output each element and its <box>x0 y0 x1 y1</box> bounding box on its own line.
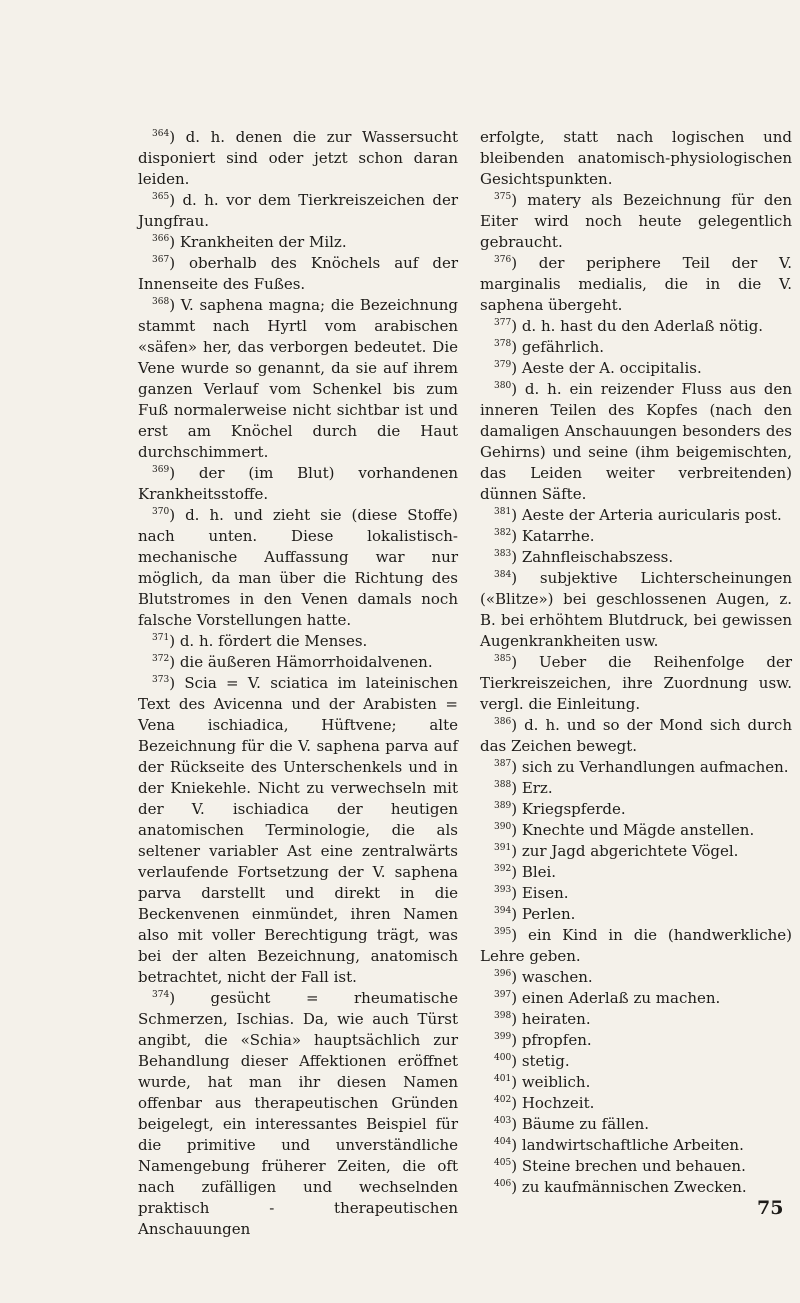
footnote-number: 395 <box>494 927 512 937</box>
footnote <box>480 715 792 757</box>
footnote-text: d. h. und zieht sie (diese Stoffe) nach unten. Diese lokalistisch-mechanische Auffassung war nur möglich, da man über die Richtung des Blutstromes in den Venen damals noch falsche Vorstellungen hatte. <box>138 506 458 629</box>
footnote-paren: ) <box>511 968 522 986</box>
footnote-text: Knechte und Mägde anstellen. <box>521 821 755 839</box>
footnote-number: 381 <box>494 507 512 517</box>
footnote-paren: ) <box>511 317 522 335</box>
footnote-paren: ) <box>169 506 186 524</box>
footnote-number: 370 <box>152 507 170 517</box>
footnote-number: 392 <box>494 864 512 874</box>
footnote-number: 406 <box>494 1179 512 1189</box>
footnote-paren: ) <box>511 926 528 944</box>
footnote-text: weiblich. <box>521 1073 591 1091</box>
footnote <box>138 988 458 1240</box>
footnote-text: zur Jagd abgerichtete Vögel. <box>521 842 739 860</box>
footnote-text: Katarrhe. <box>521 527 595 545</box>
footnote-number: 377 <box>494 318 512 328</box>
footnote <box>480 1009 792 1030</box>
footnote-text: zu kaufmännischen Zwecken. <box>521 1178 747 1196</box>
footnote-number: 369 <box>152 465 170 475</box>
footnote-number: 390 <box>494 822 512 832</box>
footnote-paren: ) <box>511 338 522 356</box>
footnote-paren: ) <box>511 1136 522 1154</box>
footnote-paren: ) <box>511 1052 522 1070</box>
footnote <box>480 1030 792 1051</box>
footnote-text: d. h. hast du den Aderlaß nötig. <box>521 317 764 335</box>
footnote-text: landwirtschaftliche Arbeiten. <box>521 1136 744 1154</box>
footnote-number: 373 <box>152 675 170 685</box>
right-column <box>480 127 792 1198</box>
footnote <box>480 253 792 316</box>
footnote-text: Kriegspferde. <box>521 800 626 818</box>
footnote <box>480 778 792 799</box>
footnote-number: 385 <box>494 654 512 664</box>
footnote <box>480 1114 792 1135</box>
footnote <box>138 253 458 295</box>
footnote-text: d. h. und so der Mond sich durch das Zeichen bewegt. <box>480 716 792 755</box>
footnote-paren: ) <box>511 1031 522 1049</box>
footnote-number: 405 <box>494 1158 512 1168</box>
footnote-number: 404 <box>494 1137 512 1147</box>
footnote-number: 367 <box>152 255 170 265</box>
footnote-number: 384 <box>494 570 512 580</box>
footnote-text: oberhalb des Knöchels auf der Innenseite des Fußes. <box>138 254 458 293</box>
footnote <box>480 1072 792 1093</box>
footnote-text: subjektive Lichterscheinungen («Blitze») bei geschlossenen Augen, z. B. bei erhöhtem Blutdruck, bei gewissen Augenkrankheiten usw. <box>480 569 792 650</box>
footnote-paren: ) <box>511 1094 522 1112</box>
footnote <box>480 127 792 190</box>
footnote-text: pfropfen. <box>521 1031 592 1049</box>
footnote-text: Krankheiten der Milz. <box>179 233 347 251</box>
footnote-paren: ) <box>511 191 528 209</box>
footnote-paren: ) <box>511 716 525 734</box>
footnote-number: 383 <box>494 549 512 559</box>
footnote-paren: ) <box>511 1157 522 1175</box>
footnote-number: 387 <box>494 759 512 769</box>
footnote <box>480 1135 792 1156</box>
footnote-paren: ) <box>511 884 522 902</box>
footnote-text: Aeste der A. occipitalis. <box>521 359 702 377</box>
footnote-text: d. h. ein reizender Fluss aus den inneren Teilen des Kopfes (nach den damaligen Anschauungen besonders des Gehirns) und seine (ihm beigemischten, das Leiden weiter verbreitenden) dünnen Säfte. <box>480 380 792 503</box>
footnote <box>480 190 792 253</box>
footnote-number: 365 <box>152 192 170 202</box>
footnote-paren: ) <box>511 569 540 587</box>
footnote-paren: ) <box>511 1115 522 1133</box>
footnote-text: Zahnfleischabszess. <box>521 548 674 566</box>
footnote-text: V. saphena magna; die Bezeichnung stammt nach Hyrtl vom arabischen «säfen» her, das verborgen bedeutet. Die Vene wurde so genannt, da sie auf ihrem ganzen Verlauf vom Schenkel bis zum Fuß normalerweise nicht sichtbar ist und erst am Knöchel durch die Haut durchschimmert. <box>138 296 458 461</box>
footnote <box>480 967 792 988</box>
footnote-text: Hochzeit. <box>521 1094 595 1112</box>
footnote <box>138 673 458 988</box>
footnote-paren: ) <box>169 296 181 314</box>
footnote <box>480 526 792 547</box>
footnote <box>138 652 458 673</box>
footnote <box>480 1156 792 1177</box>
footnote-paren: ) <box>169 653 180 671</box>
footnote <box>480 337 792 358</box>
footnote-text: der periphere Teil der V. marginalis medialis, die in die V. saphena übergeht. <box>480 254 793 314</box>
footnote <box>480 820 792 841</box>
footnote <box>138 631 458 652</box>
footnote-paren: ) <box>511 653 539 671</box>
footnote-text: gefährlich. <box>521 338 605 356</box>
footnote-text: Blei. <box>521 863 557 881</box>
footnote-text: d. h. fördert die Menses. <box>179 632 368 650</box>
footnote <box>480 379 792 505</box>
footnote-number: 391 <box>494 843 512 853</box>
footnote-paren: ) <box>511 380 525 398</box>
footnote-number: 398 <box>494 1011 512 1021</box>
footnote-number: 394 <box>494 906 512 916</box>
footnote-number: 380 <box>494 381 512 391</box>
footnote-paren: ) <box>511 254 539 272</box>
footnote <box>480 799 792 820</box>
footnote-paren: ) <box>511 1010 522 1028</box>
footnote-text: erfolgte, statt nach logischen und bleibenden anatomisch-physiologischen Gesichtspunkten. <box>480 128 792 188</box>
footnote <box>480 547 792 568</box>
footnote-number: 368 <box>152 297 170 307</box>
footnote-paren: ) <box>511 527 522 545</box>
footnote <box>480 925 792 967</box>
footnote-number: 402 <box>494 1095 512 1105</box>
footnote-number: 388 <box>494 780 512 790</box>
footnote-number: 366 <box>152 234 170 244</box>
footnote-paren: ) <box>511 821 522 839</box>
footnote-paren: ) <box>511 905 522 923</box>
footnote-paren: ) <box>169 191 183 209</box>
footnote <box>480 904 792 925</box>
footnote-number: 378 <box>494 339 512 349</box>
footnote <box>480 505 792 526</box>
footnote-text: matery als Bezeichnung für den Eiter wird noch heute gelegentlich gebraucht. <box>480 191 793 251</box>
footnote-number: 376 <box>494 255 512 265</box>
footnote-paren: ) <box>511 758 522 776</box>
footnote <box>480 316 792 337</box>
footnote-number: 382 <box>494 528 512 538</box>
footnote-number: 389 <box>494 801 512 811</box>
footnote-paren: ) <box>511 1073 522 1091</box>
footnote-paren: ) <box>169 464 199 482</box>
left-column <box>138 127 458 1240</box>
footnote-text: Ueber die Reihenfolge der Tierkreiszeichen, ihre Zuordnung usw. vergl. die Einleitung. <box>480 653 792 713</box>
footnote-paren: ) <box>169 128 186 146</box>
footnote-paren: ) <box>169 233 180 251</box>
footnote <box>480 883 792 904</box>
footnote-text: waschen. <box>521 968 593 986</box>
footnote-text: d. h. vor dem Tierkreiszeichen der Jungfrau. <box>138 191 458 230</box>
footnote-number: 399 <box>494 1032 512 1042</box>
footnote <box>138 190 458 232</box>
footnote <box>138 295 458 463</box>
footnote-text: Aeste der Arteria auricularis post. <box>521 506 782 524</box>
footnote-text: der (im Blut) vorhandenen Krankheitsstoffe. <box>138 464 458 503</box>
footnote-text: ein Kind in die (handwerkliche) Lehre geben. <box>480 926 792 965</box>
footnote-text: Bäume zu fällen. <box>521 1115 650 1133</box>
footnote-text: Steine brechen und behauen. <box>521 1157 746 1175</box>
page-number: 75 <box>757 1197 784 1219</box>
footnote-number: 397 <box>494 990 512 1000</box>
footnote-number: 400 <box>494 1053 512 1063</box>
footnote <box>480 1051 792 1072</box>
footnote-number: 403 <box>494 1116 512 1126</box>
footnote-number: 372 <box>152 654 170 664</box>
footnote-paren: ) <box>169 674 185 692</box>
footnote-text: Erz. <box>521 779 553 797</box>
footnote-number: 396 <box>494 969 512 979</box>
footnote-text: Eisen. <box>521 884 569 902</box>
footnote-number: 379 <box>494 360 512 370</box>
footnote-number: 401 <box>494 1074 512 1084</box>
footnote <box>480 1177 792 1198</box>
footnote <box>138 505 458 631</box>
footnote-text: heiraten. <box>521 1010 591 1028</box>
footnote <box>138 232 458 253</box>
footnote-paren: ) <box>511 779 522 797</box>
footnote-paren: ) <box>169 989 211 1007</box>
footnote-paren: ) <box>169 254 190 272</box>
footnote-number: 364 <box>152 129 170 139</box>
footnote <box>480 1093 792 1114</box>
footnote-number: 374 <box>152 990 170 1000</box>
footnote-number: 375 <box>494 192 512 202</box>
footnote-number: 371 <box>152 633 170 643</box>
footnote-text: die äußeren Hämorrhoidalvenen. <box>179 653 433 671</box>
footnote <box>138 463 458 505</box>
footnote-paren: ) <box>511 548 522 566</box>
footnote-text: gesücht = rheumatische Schmerzen, Ischias. Da, wie auch Türst angibt, die «Schia» hauptsächlich zur Behandlung dieser Affektionen eröffnet wurde, hat man ihr diesen Namen offenbar aus therapeutischen Gründen beigelegt, ein interessantes Beispiel für die primitive und unverständliche Namengebung früherer Zeiten, die oft nach zufälligen und wechselnden praktisch - therapeutischen Anschauungen <box>138 989 458 1238</box>
footnote-paren: ) <box>511 1178 522 1196</box>
footnote-paren: ) <box>511 359 522 377</box>
footnote <box>480 841 792 862</box>
footnote-paren: ) <box>511 863 522 881</box>
footnote <box>480 988 792 1009</box>
footnote-text: sich zu Verhandlungen aufmachen. <box>521 758 789 776</box>
footnote-paren: ) <box>511 989 522 1007</box>
footnote <box>138 127 458 190</box>
footnote-number: 393 <box>494 885 512 895</box>
footnote-text: Perlen. <box>521 905 576 923</box>
footnote <box>480 568 792 652</box>
footnote-text: d. h. denen die zur Wassersucht disponiert sind oder jetzt schon daran leiden. <box>138 128 459 188</box>
footnote <box>480 358 792 379</box>
footnote-text: stetig. <box>521 1052 570 1070</box>
footnote-text: Scia = V. sciatica im lateinischen Text des Avicenna und der Arabisten = Vena ischiadica, Hüftvene; alte Bezeichnung für die V. saphena parva auf der Rückseite des Unterschenkels und in der Kniekehle. Nicht zu verwechseln mit der V. ischiadica der heutigen anatomischen Terminologie, die als seltener variabler Ast eine zentralwärts verlaufende Fortsetzung der V. saphena parva darstellt und direkt in die Beckenvenen einmündet, ihren Namen also mit voller Berechtigung trägt, was bei der alten Bezeichnung, anatomisch betrachtet, nicht der Fall ist. <box>138 674 459 986</box>
footnote-paren: ) <box>511 800 522 818</box>
footnote-paren: ) <box>511 506 522 524</box>
footnote <box>480 652 792 715</box>
footnote <box>480 757 792 778</box>
footnote-number: 386 <box>494 717 512 727</box>
footnote-paren: ) <box>169 632 180 650</box>
footnote <box>480 862 792 883</box>
footnote-text: einen Aderlaß zu machen. <box>521 989 721 1007</box>
footnote-paren: ) <box>511 842 522 860</box>
